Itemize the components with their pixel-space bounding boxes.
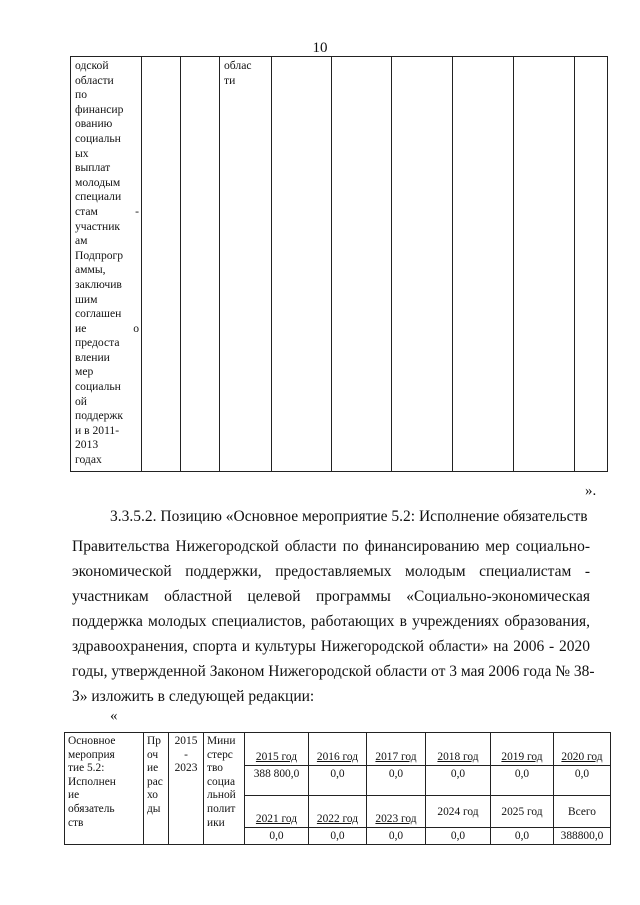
value-cell: 0,0 <box>491 766 554 796</box>
top-table-cell-executor <box>220 57 272 472</box>
year-cell: 2017 год <box>367 733 426 766</box>
bottom-table-type-cell <box>144 733 169 845</box>
value-cell: 388 800,0 <box>245 766 309 796</box>
cell-text-line: социальн <box>75 131 121 145</box>
cell-text-line: 2015 <box>174 735 198 747</box>
cell-text-line: тие 5.2: <box>68 762 105 775</box>
top-table-cell <box>453 57 514 472</box>
cell-text-line: годах <box>75 453 102 467</box>
cell-text-line: льной <box>207 789 236 802</box>
cell-text-line: ды <box>147 802 161 815</box>
value-cell: 0,0 <box>554 766 611 796</box>
value-cell: 0,0 <box>491 828 554 845</box>
total-value-cell: 388800,0 <box>554 828 611 845</box>
paragraph-line: поддержка молодых специалистов, работающих в учреждениях образования, <box>72 613 590 630</box>
cell-text-line: шим <box>75 292 98 306</box>
cell-text-line: Основное <box>68 735 116 747</box>
paragraph-line: здравоохранения, спорта и культуры Нижегородской области» на 2006 - 2020 <box>72 638 590 655</box>
bottom-table <box>64 732 611 845</box>
cell-text-line: облас <box>224 59 252 72</box>
cell-text-line: соглашен <box>75 307 122 321</box>
cell-text-line: 2023 <box>174 762 198 775</box>
cell-text-line: по <box>75 88 88 102</box>
total-label-cell: Всего <box>554 796 611 828</box>
expense-type <box>147 735 165 817</box>
cell-text-line: области <box>75 73 114 87</box>
year-cell: 2020 год <box>554 733 611 766</box>
cell-text-line: выплат <box>75 161 111 175</box>
cell-text-line: мер <box>75 365 94 379</box>
paragraph-line: Правительства Нижегородской области по финансированию мер социально- <box>72 538 590 555</box>
year-cell: 2024 год <box>426 796 491 828</box>
top-table-cell <box>575 57 608 472</box>
bottom-table-period-cell <box>169 733 204 845</box>
cell-text-line: финансир <box>75 102 124 116</box>
bottom-table-executor-cell <box>204 733 245 845</box>
cell-text-line: влении <box>75 350 110 364</box>
cell-text-line: участник <box>75 219 121 233</box>
cell-text-line: ств <box>68 816 84 829</box>
value-cell: 0,0 <box>367 766 426 796</box>
cell-text-line: социальн <box>75 380 121 394</box>
paragraph-line: З» изложить в следующей редакции: <box>72 688 315 705</box>
cell-text-line: тво <box>207 762 223 775</box>
opening-quote: « <box>110 708 118 724</box>
value-cell: 0,0 <box>309 766 367 796</box>
cell-text-line: поддержк <box>75 409 124 423</box>
cell-text-line: рас <box>147 775 163 788</box>
cell-text-line: Подпрогр <box>75 248 124 262</box>
closing-quote: ». <box>585 483 597 499</box>
paragraph-line: годы, утвержденной Законом Нижегородской области от 3 мая 2006 года № 38- <box>72 663 595 680</box>
top-table-cell <box>392 57 453 472</box>
cell-text-line: специали <box>75 190 122 204</box>
value-cell: 0,0 <box>309 828 367 845</box>
cell-text-line: молодым <box>75 175 121 189</box>
page-number: 10 <box>312 40 328 56</box>
year-cell: 2022 год <box>309 796 367 828</box>
cell-text-line: ованию <box>75 117 113 131</box>
top-table-fourth-column-text <box>224 59 268 88</box>
cell-text-line: Мини <box>207 735 236 747</box>
value-cell: 0,0 <box>426 828 491 845</box>
cell-text-line: ти <box>224 73 236 87</box>
year-cell: 2015 год <box>245 733 309 766</box>
cell-text-line: аммы, <box>75 263 106 277</box>
year-cell: 2025 год <box>491 796 554 828</box>
cell-text-line: ой <box>75 394 88 408</box>
cell-text-line: ам <box>75 234 88 248</box>
cell-text-line: Пр <box>147 735 161 747</box>
top-table-cell <box>272 57 332 472</box>
paragraph-line: 3.3.5.2. Позицию «Основное мероприятие 5.2: Исполнение обязательств <box>110 508 588 525</box>
year-cell: 2018 год <box>426 733 491 766</box>
top-table-cell <box>142 57 181 472</box>
cell-text-line: мероприя <box>68 748 115 761</box>
cell-text-line: хо <box>147 789 158 802</box>
cell-text-line: социа <box>207 775 235 788</box>
year-cell: 2019 год <box>491 733 554 766</box>
top-table-first-column-text <box>75 59 139 468</box>
cell-text-line: 2013 <box>75 438 99 452</box>
cell-text-line: оч <box>147 748 159 761</box>
value-cell: 0,0 <box>367 828 426 845</box>
cell-text-line: ие <box>147 762 159 775</box>
activity-name <box>68 735 140 830</box>
top-table-cell <box>181 57 220 472</box>
cell-text-line: ых <box>75 146 89 160</box>
cell-text-line: стам - <box>75 204 139 218</box>
value-cell: 0,0 <box>245 828 309 845</box>
paragraph-line: экономической поддержки, предоставляемых молодым специалистам - <box>72 563 590 580</box>
period <box>172 735 200 776</box>
cell-text-line: и в 2011- <box>75 423 120 437</box>
cell-text-line: стерс <box>207 748 233 761</box>
cell-text-line: Исполнен <box>68 775 116 788</box>
bottom-table-activity-cell <box>65 733 144 845</box>
cell-text-line: ие <box>68 789 80 802</box>
top-table-cell <box>332 57 392 472</box>
year-cell: 2021 год <box>245 796 309 828</box>
top-table-cell <box>514 57 575 472</box>
year-cell: 2023 год <box>367 796 426 828</box>
cell-text-line: - <box>184 748 188 761</box>
top-table <box>70 56 608 472</box>
paragraph-line: участникам областной целевой программы «Социально-экономическая <box>72 588 590 605</box>
executor <box>207 735 241 830</box>
cell-text-line: ие о <box>75 321 139 335</box>
year-cell: 2016 год <box>309 733 367 766</box>
cell-text-line: заключив <box>75 277 122 291</box>
value-cell: 0,0 <box>426 766 491 796</box>
cell-text-line: обязатель <box>68 802 115 815</box>
top-table-first-cell <box>71 57 142 472</box>
cell-text-line: ики <box>207 816 225 829</box>
cell-text-line: полит <box>207 802 236 815</box>
cell-text-line: одской <box>75 59 109 72</box>
cell-text-line: предоста <box>75 336 120 350</box>
